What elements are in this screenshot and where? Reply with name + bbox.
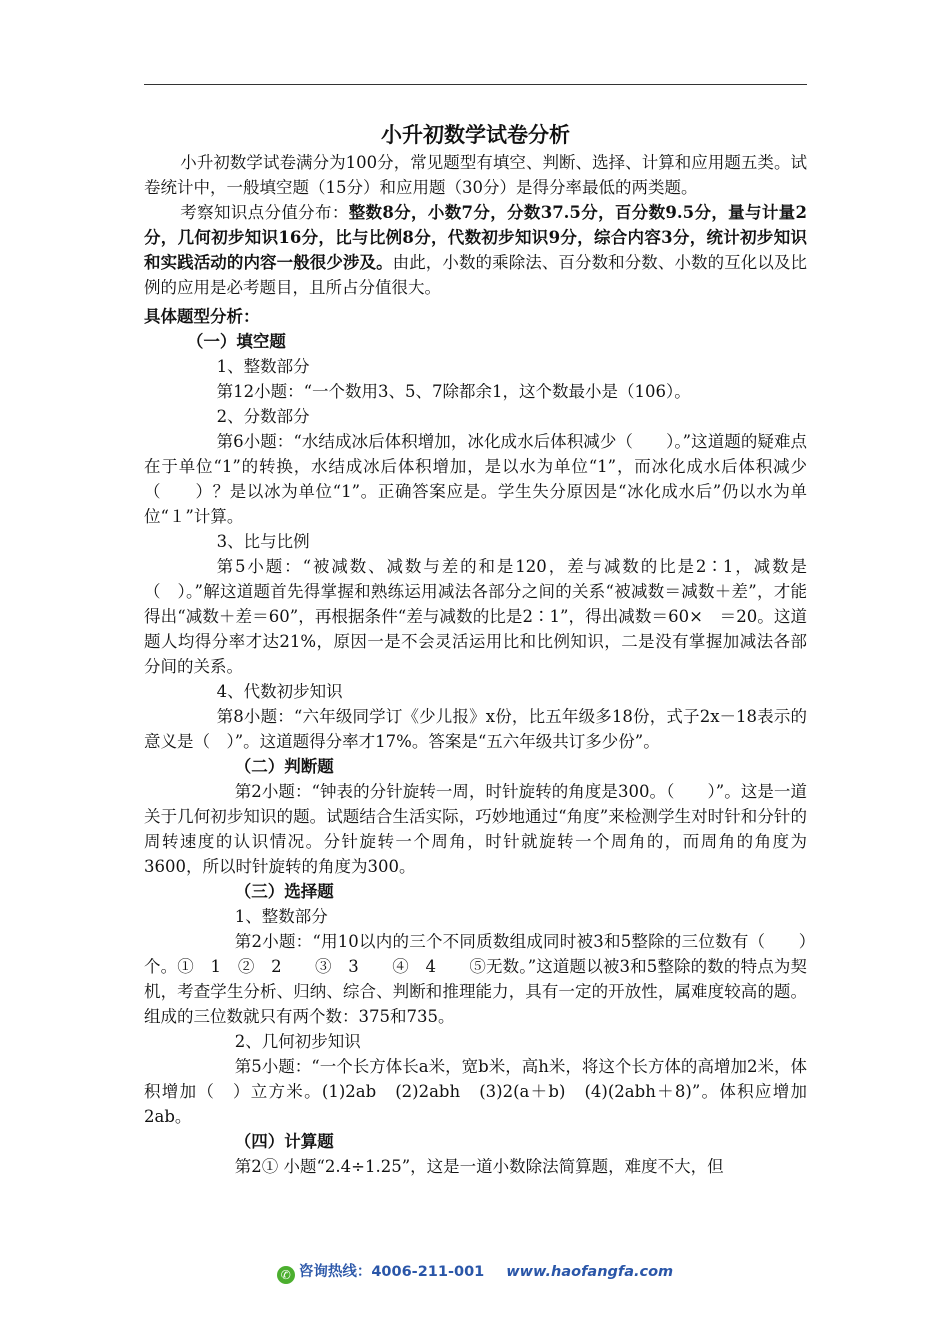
question-paragraph: 第2小题：“用10以内的三个不同质数组成同时被3和5整除的三位数有（ ）个。① 1 ② 2 ③ 3 ④ 4 ⑤无数。”这道题以被3和5整除的数的特点为契机，考查学生分析、归纳、综合、判断和推理能力，具有一定的开放性，属难度较高的题。组成的三位数就只有两个数：375和735。 [144,932,807,1026]
section-choice-heading: （三）选择题 [234,882,334,901]
section-calculation-heading: （四）计算题 [234,1132,334,1151]
intro-bold: 整数8分，小数7分，分数37.5分，百分数9.5分，量与计量2分，几何初步知识16分，比与比例8分，代数初步知识9分，综合内容3分，统计初步知识和实践活动的内容一般很少涉及。 [144,203,807,272]
question-paragraph: 第12小题：“一个数用3、5、7除都余1，这个数最小是（106）。 [216,382,691,401]
section-true-false-heading: （二）判断题 [234,757,334,776]
section-fill-blank-heading: （一）填空题 [186,332,286,351]
document-body [144,120,807,1179]
header-rule [144,84,807,85]
intro-lead: 考察知识点分值分布： [180,203,349,222]
hotline-text: 咨询热线：4006-211-001 [298,1264,485,1280]
subsection-title: 1、整数部分 [234,907,328,926]
subsection-title: 2、几何初步知识 [234,1032,361,1051]
page-title: 小升初数学试卷分析 [381,122,570,147]
question-paragraph: 第5小题：“被减数、减数与差的和是120，差与减数的比是2∶1，减数是（ ）。”解这道题首先得掌握和熟练运用减法各部分之间的关系“被减数＝减数＋差”，才能得出“减数＋差＝60”，再根据条件“差与减数的比是2∶1”，得出减数＝60× ＝20。这道题人均得分率才达21%，原因一是不会灵活运用比和比例知识，二是没有掌握加减法各部分间的关系。 [144,557,807,676]
question-paragraph: 第2① 小题“2.4÷1.25”，这是一道小数除法简算题，难度不大，但 [234,1157,724,1176]
subsection-title: 3、比与比例 [216,532,310,551]
subsection-title: 1、整数部分 [216,357,310,376]
website-link[interactable]: www.haofangfa.com [506,1264,674,1280]
analysis-heading: 具体题型分析： [144,307,260,326]
phone-icon: ✆ [277,1266,295,1284]
intro-paragraph: 小升初数学试卷满分为100分，常见题型有填空、判断、选择、计算和应用题五类。试卷统计中，一般填空题（15分）和应用题（30分）是得分率最低的两类题。 [144,153,807,197]
question-paragraph: 第2小题：“钟表的分针旋转一周，时针旋转的角度是300。（ ）”。这是一道关于几何初步知识的题。试题结合生活实际，巧妙地通过“角度”来检测学生对时针和分针的周转速度的认识情况。分针旋转一个周角，时针就旋转一个周角的，而周角的角度为3600，所以时针旋转的角度为300。 [144,782,807,876]
score-distribution-paragraph [144,200,807,300]
subsection-title: 4、代数初步知识 [216,682,343,701]
intro-tail: 由此，小数的乘除法、百分数和分数、小数的互化以及比例的应用是必考题目，且所占分值很大。 [144,253,808,297]
question-paragraph: 第5小题：“一个长方体长a米，宽b米，高h米，将这个长方体的高增加2米，体积增加（ ）立方米。(1)2ab (2)2abh (3)2(a＋b) (4)(2abh＋8)”。体积应增加2ab。 [144,1057,807,1126]
subsection-title: 2、分数部分 [216,407,310,426]
question-paragraph: 第6小题：“水结成冰后体积增加，冰化成水后体积减少（ ）。”这道题的疑难点在于单位“1”的转换，水结成冰后体积增加，是以水为单位“1”，而冰化成水后体积减少（ ）？是以冰为单位“1”。正确答案应是。学生失分原因是“冰化成水后”仍以水为单位“１”计算。 [144,432,807,526]
footer [0,1260,950,1284]
question-paragraph: 第8小题：“六年级同学订《少儿报》x份，比五年级多18份，式子2x－18表示的意义是（ ）”。这道题得分率才17%。答案是“五六年级共订多少份”。 [144,707,807,751]
